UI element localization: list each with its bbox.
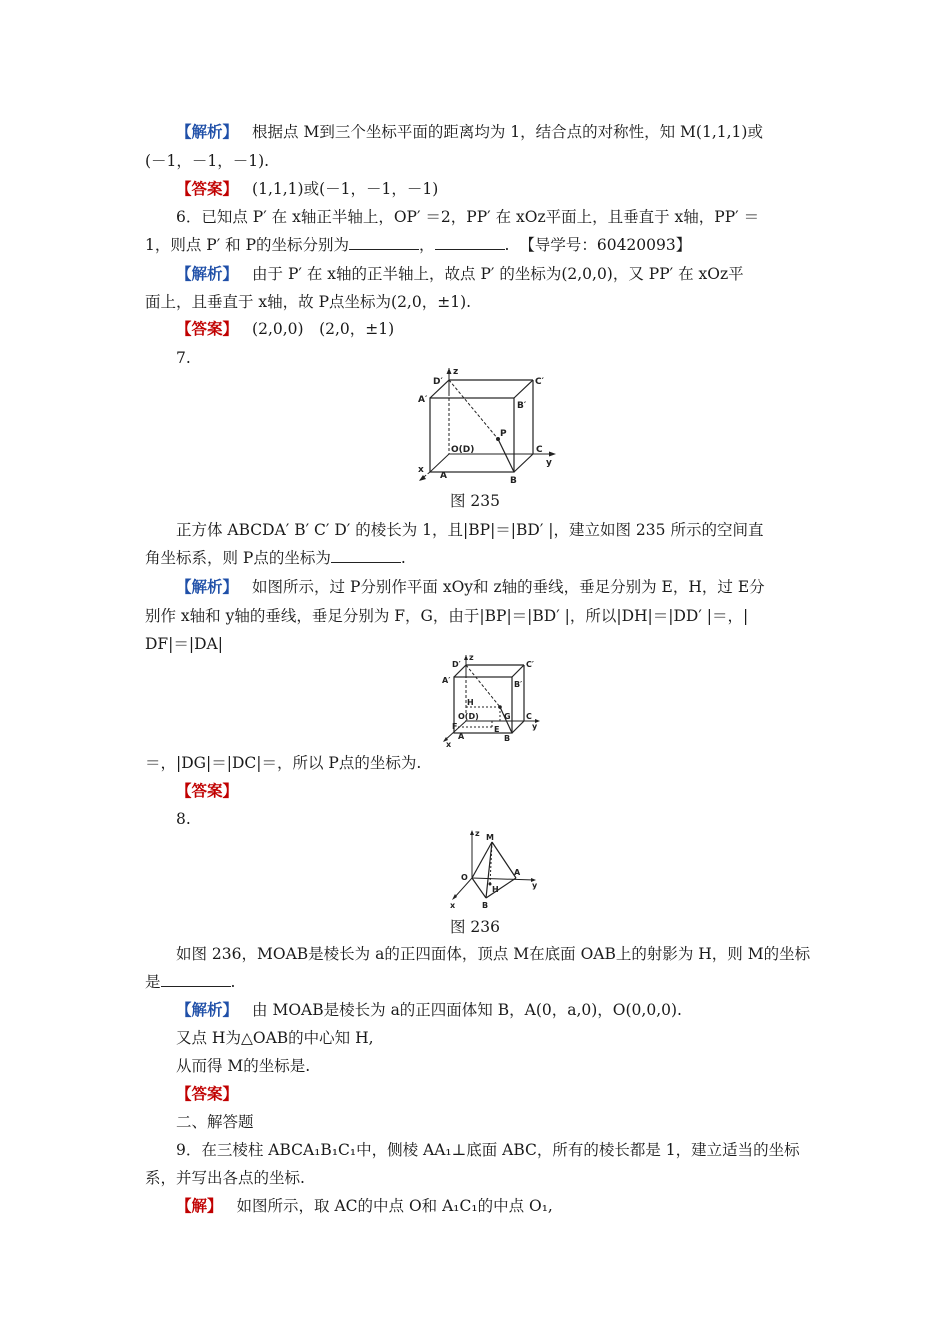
q6-analysis-line-2: 面上，且垂直于 x轴，故 P点坐标为(2,0，±1).	[145, 293, 472, 311]
fig-label: C′	[526, 660, 534, 669]
fig-label: M	[486, 833, 494, 842]
fig-label: y	[532, 722, 538, 731]
fig-label: D′	[452, 660, 461, 669]
answer-blank	[349, 235, 419, 250]
fig-label: A′	[418, 395, 428, 405]
segment-p-b	[498, 439, 514, 472]
fig-label: E	[494, 725, 500, 734]
q9-solution-line-1: 【 解 】 如图所示，取 AC的中点 O和 A₁C₁的中点 O₁,	[176, 1195, 841, 1217]
y-axis-arrow	[549, 452, 556, 457]
fig-label: H	[467, 698, 474, 707]
fig-label: A	[458, 732, 465, 741]
q7-stem-line-2: 角坐标系，则 P点的坐标为 .	[145, 549, 406, 567]
q8-analysis-line-2: 又点 H为△OAB的中心知 H,	[176, 1029, 374, 1047]
q9-stem-line-2: 系，并写出各点的坐标.	[145, 1169, 305, 1187]
answer-blank	[331, 548, 401, 563]
fig-label: z	[469, 655, 474, 662]
fig-label: O	[461, 873, 468, 882]
fig-label: B′	[514, 680, 523, 689]
back-face	[449, 380, 533, 454]
answer-blank	[161, 972, 231, 987]
q6-analysis-line-1: 【 解析 】 由于 P′ 在 x轴的正半轴上，故点 P′ 的坐标为(2,0,0)，又 PP′ 在 xOz平	[176, 263, 841, 285]
fig-label: z	[475, 829, 480, 838]
section-title: 二、解答题	[176, 1113, 254, 1131]
q8-number: 8.	[176, 810, 191, 828]
fig-label: O(D)	[458, 712, 479, 721]
analysis-tag: 【 解析 】	[176, 264, 238, 283]
analysis-tag: 【 解析 】	[176, 122, 238, 141]
fig-label: A′	[442, 676, 451, 685]
fig-label: C	[536, 445, 543, 455]
fig-label: y	[532, 881, 538, 890]
fig-label: A	[514, 868, 521, 877]
q9-stem-line-1: 9．在三棱柱 ABCA₁B₁C₁中，侧棱 AA₁⊥底面 ABC，所有的棱长都是 1，建立适当的坐标	[176, 1141, 800, 1159]
q8-stem-line-1: 如图 236，MOAB是棱长为 a的正四面体，顶点 M在底面 OAB上的射影为 H，则 M的坐标	[176, 945, 811, 963]
fig-label: B′	[517, 401, 527, 411]
q7-analysis-line-3: DF|＝|DA|	[145, 635, 223, 653]
fig-label: z	[453, 368, 459, 377]
answer-tag: 【 答案 】	[176, 1084, 238, 1103]
answer-blank	[435, 235, 505, 250]
guide-number: 【导学号：60420093】	[519, 236, 692, 254]
q6-stem-line-2: 1，则点 P′ 和 P的坐标分别为 ， . 【导学号：60420093】	[145, 236, 692, 254]
x-axis	[430, 454, 449, 472]
q7-analysis-line-4: ＝，|DG|＝|DC|＝，所以 P点的坐标为.	[145, 754, 422, 772]
answer-tag: 【 答案 】	[176, 179, 238, 198]
q7-answer	[176, 780, 841, 802]
solution-tag: 【 解 】	[176, 1196, 223, 1215]
diagonal-d-prime-p	[449, 380, 498, 439]
analysis-tag: 【 解析 】	[176, 577, 238, 596]
figure-236	[448, 828, 548, 912]
figure-236-caption: 图 236	[449, 918, 500, 936]
z-axis-arrow	[447, 368, 452, 374]
answer-tag: 【 答案 】	[176, 781, 238, 800]
fig-label: B	[482, 901, 489, 910]
fig-label: C	[526, 712, 532, 721]
fig-label: A	[440, 471, 447, 481]
q5-analysis-line-1: 【 解析 】 根据点 M到三个坐标平面的距离均为 1，结合点的对称性，知 M(1,1,1)或	[176, 121, 841, 143]
fig-label: C′	[535, 377, 544, 387]
fig-label: x	[418, 465, 424, 475]
analysis-tag: 【 解析 】	[176, 1000, 238, 1019]
q5-answer: 【 答案 】 (1,1,1)或(－1，－1，－1)	[176, 178, 841, 200]
fig-label: x	[450, 901, 456, 910]
q8-stem-line-2: 是 .	[145, 973, 236, 991]
q7-analysis-line-1: 【 解析 】 如图所示，过 P分别作平面 xOy和 z轴的垂线，垂足分别为 E，H，过 E分	[176, 576, 841, 598]
q8-analysis-line-1: 【 解析 】 由 MOAB是棱长为 a的正四面体知 B，A(0，a,0)，O(0,0,0).	[176, 999, 841, 1021]
q7-stem-line-1: 正方体 ABCDA′ B′ C′ D′ 的棱长为 1，且|BP|＝|BD′ |，建立如图 235 所示的空间直	[176, 521, 764, 539]
q5-analysis-line-2: (－1，－1，－1).	[145, 152, 270, 170]
fig-label: x	[446, 740, 452, 747]
fig-label: H	[492, 885, 499, 894]
q6-answer: 【 答案 】 (2,0,0) (2,0，±1)	[176, 318, 841, 340]
fig-label: G	[504, 712, 511, 721]
fig-label: B	[504, 734, 511, 743]
figure-235	[418, 368, 558, 484]
fig-label: P	[500, 429, 507, 439]
q7-analysis-line-2: 别作 x轴和 y轴的垂线，垂足分别为 F，G，由于|BP|＝|BD′ |，所以|DH|＝|DD′ |＝，|	[145, 607, 749, 625]
fig-label: F	[452, 722, 458, 731]
q8-analysis-line-3: 从而得 M的坐标是.	[176, 1057, 311, 1075]
q6-stem-line-1: 6．已知点 P′ 在 x轴正半轴上，OP′ ＝2，PP′ 在 xOz平面上，且垂直于 x轴，PP′ ＝	[176, 208, 760, 226]
answer-tag: 【 答案 】	[176, 319, 238, 338]
q8-answer	[176, 1083, 841, 1105]
q7-number: 7.	[176, 349, 191, 367]
figure-235-caption: 图 235	[449, 492, 500, 510]
fig-label: y	[546, 458, 552, 468]
fig-label: O(D)	[451, 445, 475, 455]
fig-label: B	[510, 476, 517, 484]
fig-label: D′	[433, 377, 443, 387]
figure-235-analysis	[440, 655, 544, 747]
